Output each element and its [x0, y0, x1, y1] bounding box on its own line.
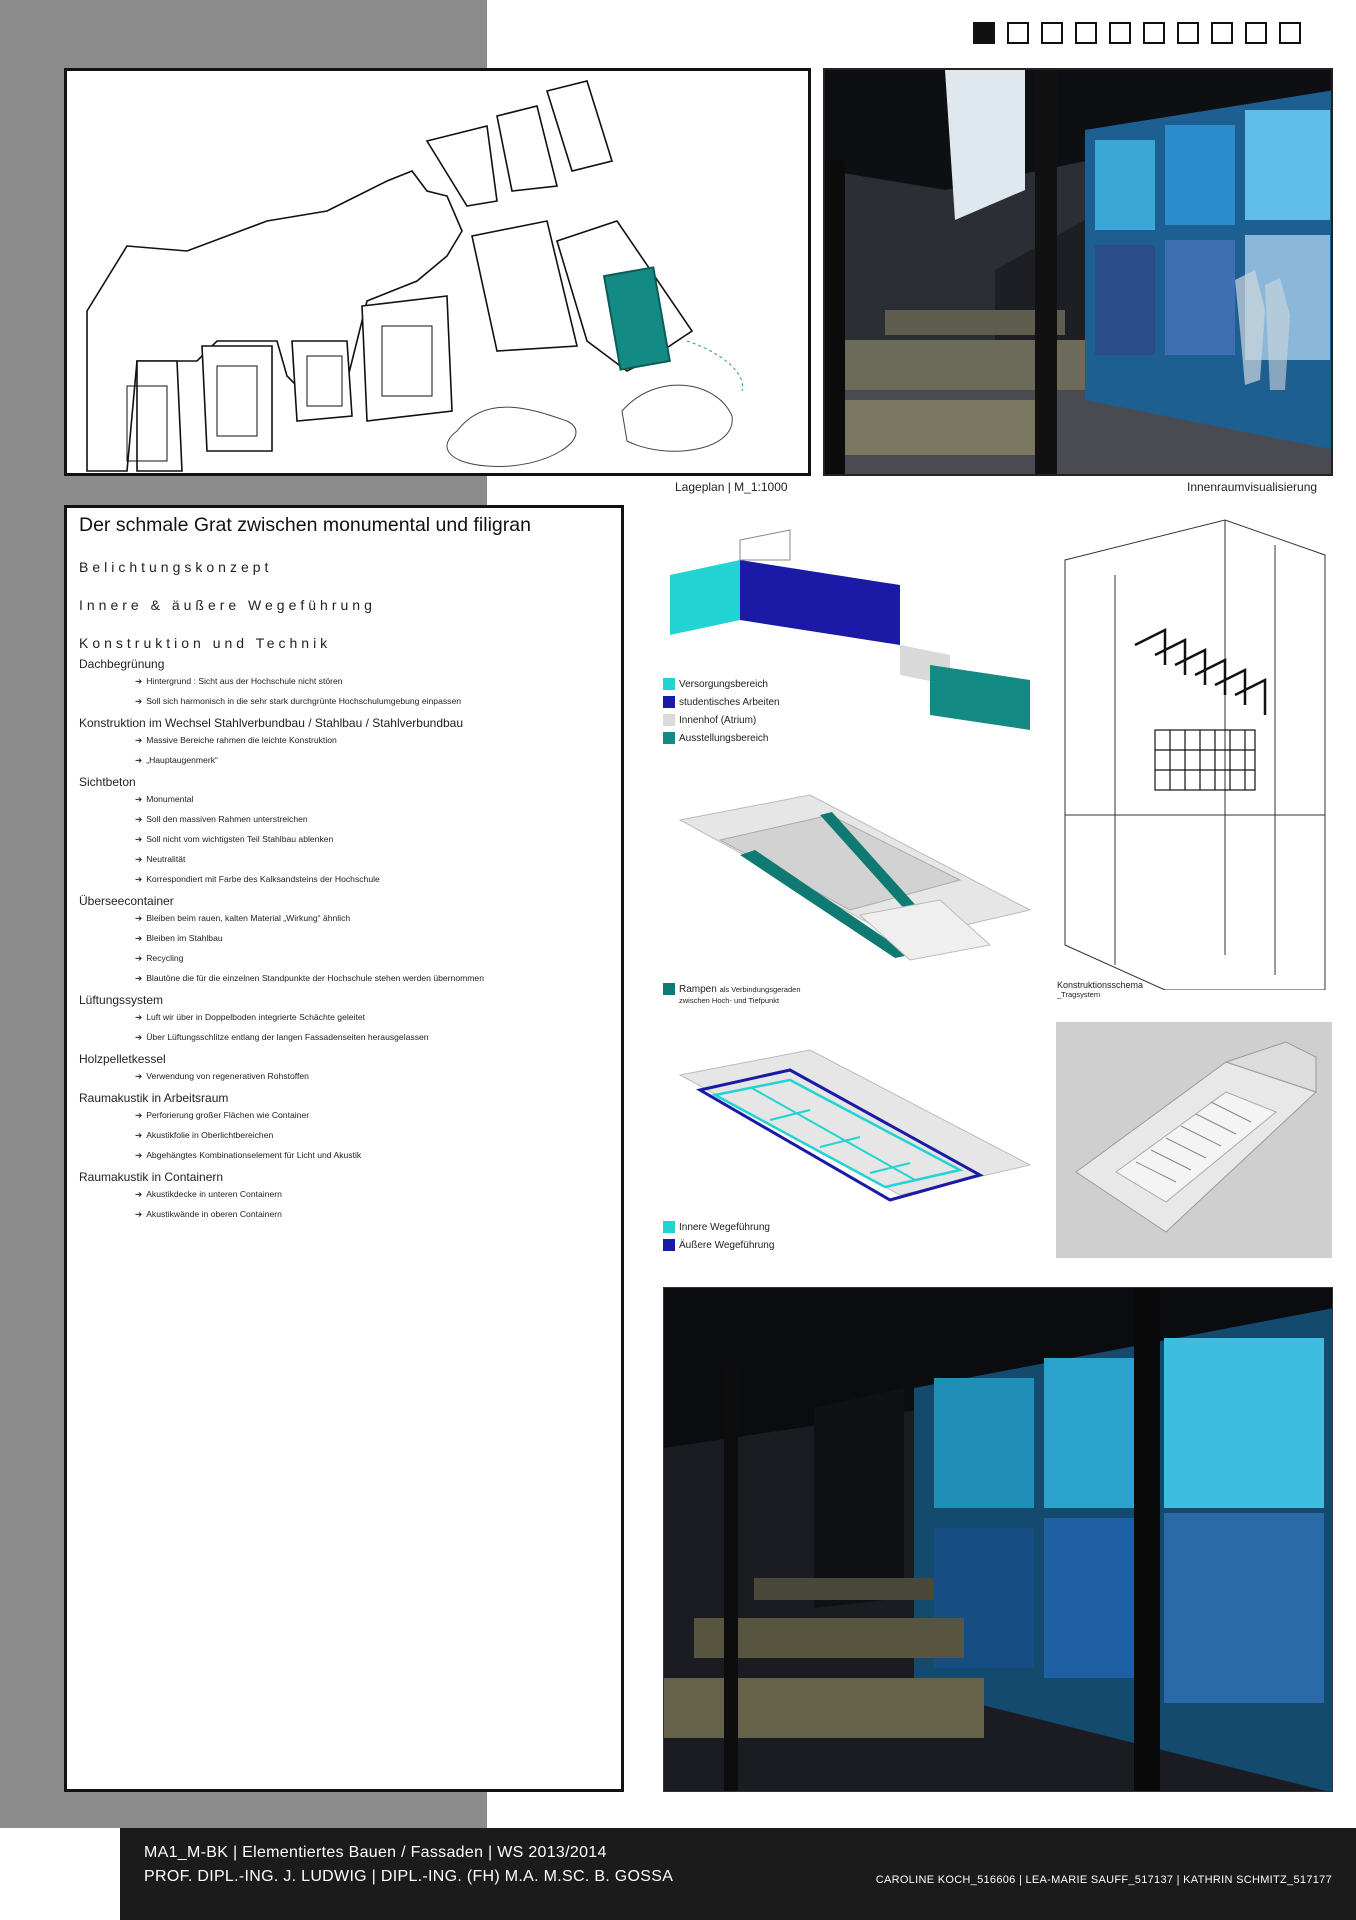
page-indicator-active[interactable]: [973, 22, 995, 44]
arrow-icon: ➔: [135, 794, 143, 804]
bullet-text: Blautöne die für die einzelnen Standpunkte der Hochschule stehen werden übernommen: [146, 973, 484, 983]
page-title: Der schmale Grat zwischen monumental und filigran: [79, 514, 531, 536]
bullet-text: Verwendung von regenerativen Rohstoffen: [146, 1071, 309, 1081]
legend-row: [663, 729, 780, 747]
construction-group-title: Holzpelletkessel: [79, 1052, 166, 1066]
model-photo-image: [1056, 1022, 1332, 1258]
construction-group-title: Überseecontainer: [79, 894, 174, 908]
bullet-text: Soll den massiven Rahmen unterstreichen: [146, 814, 308, 824]
site-plan: [64, 68, 811, 476]
bullet-item: [135, 874, 609, 885]
wegefuehrung-paragraph: [79, 617, 609, 627]
page-indicator[interactable]: [1143, 22, 1165, 44]
construction-group-title: Raumakustik in Containern: [79, 1170, 224, 1184]
bullet-item: [135, 814, 609, 825]
bullet-item: [135, 1209, 609, 1220]
footer: [120, 1828, 1356, 1920]
footer-professors: PROF. DIPL.-ING. J. LUDWIG | DIPL.-ING. (FH) M.A. M.SC. B. GOSSA: [144, 1868, 674, 1885]
interior-render-image: [825, 70, 1333, 476]
bullet-item: [135, 854, 609, 865]
concept-text-panel: [64, 505, 624, 1792]
arrow-icon: ➔: [135, 1032, 143, 1042]
legend-label: Innenhof (Atrium): [679, 714, 757, 726]
arrow-icon: ➔: [135, 696, 143, 706]
heading-wegefuehrung: Innere & äußere Wegeführung: [79, 597, 376, 613]
construction-group-title: Raumakustik in Arbeitsraum: [79, 1091, 229, 1105]
arrow-icon: ➔: [135, 1071, 143, 1081]
bullet-text: Neutralität: [146, 854, 186, 864]
bullet-text: Abgehängtes Kombinationselement für Licht und Akustik: [146, 1150, 362, 1160]
arrow-icon: ➔: [135, 1012, 143, 1022]
legend-label: Innere Wegeführung: [679, 1221, 770, 1233]
legend-swatch: [663, 732, 675, 744]
bullet-text: Soll nicht vom wichtigsten Teil Stahlbau ablenken: [146, 834, 334, 844]
page-indicator[interactable]: [1211, 22, 1233, 44]
construction-caption-line2: _Tragsystem: [1057, 990, 1101, 999]
legend-swatch: [663, 714, 675, 726]
legend-label: Äußere Wegeführung: [679, 1239, 775, 1251]
arrow-icon: ➔: [135, 1130, 143, 1140]
bullet-text: Bleiben im Stahlbau: [146, 933, 223, 943]
arrow-icon: ➔: [135, 814, 143, 824]
legend-ramps: [663, 982, 801, 1005]
interior-caption: Innenraumvisualisierung: [1187, 480, 1318, 494]
ramps-sublabel-1: als Verbindungsgeraden: [719, 984, 801, 994]
heading-konstruktion: Konstruktion und Technik: [79, 635, 332, 651]
ramps-swatch: [663, 983, 675, 995]
bullet-item: [135, 794, 609, 805]
arrow-icon: ➔: [135, 1150, 143, 1160]
construction-group-title: Sichtbeton: [79, 775, 136, 789]
arrow-icon: ➔: [135, 755, 143, 765]
arrow-icon: ➔: [135, 834, 143, 844]
footer-course: MA1_M-BK | Elementiertes Bauen / Fassaden | WS 2013/2014: [144, 1844, 607, 1861]
bullet-text: Perforierung großer Flächen wie Container: [146, 1110, 310, 1120]
bullet-text: Monumental: [146, 794, 194, 804]
footer-authors: CAROLINE KOCH_516606 | LEA-MARIE SAUFF_517137 | KATHRIN SCHMITZ_517177: [875, 1874, 1332, 1886]
arrow-icon: ➔: [135, 933, 143, 943]
construction-caption: [1057, 980, 1143, 999]
legend-row: [663, 675, 780, 693]
belichtung-paragraph: [79, 579, 609, 589]
bullet-text: Akustikdecke in unteren Containern: [146, 1189, 282, 1199]
bullet-item: [135, 1110, 609, 1121]
bullet-item: [135, 1189, 609, 1200]
arrow-icon: ➔: [135, 735, 143, 745]
arrow-icon: ➔: [135, 854, 143, 864]
ramps-label: Rampen: [679, 983, 717, 995]
legend-row: [663, 1236, 774, 1254]
site-plan-caption: Lageplan | M_1:1000: [675, 480, 788, 494]
bullet-text: Akustikfolie in Oberlichtbereichen: [146, 1130, 274, 1140]
bullet-text: Hintergrund : Sicht aus der Hochschule nicht stören: [146, 676, 343, 686]
construction-caption-line1: Konstruktionsschema: [1057, 980, 1144, 990]
legend-paths: [663, 1218, 774, 1254]
bullet-text: Soll sich harmonisch in die sehr stark durchgrünte Hochschulumgebung einpassen: [146, 696, 462, 706]
arrow-icon: ➔: [135, 1209, 143, 1219]
legend-swatch: [663, 1221, 675, 1233]
legend-label: Versorgungsbereich: [679, 678, 768, 690]
page-indicator[interactable]: [1245, 22, 1267, 44]
bullet-item: [135, 1130, 609, 1141]
arrow-icon: ➔: [135, 953, 143, 963]
bullet-text: Recycling: [146, 953, 184, 963]
bullet-text: Massive Bereiche rahmen die leichte Konstruktion: [146, 735, 337, 745]
construction-group-title: Konstruktion im Wechsel Stahlverbundbau / Stahlbau / Stahlverbundbau: [79, 716, 464, 730]
ramps-sublabel-2: zwischen Hoch- und Tiefpunkt: [679, 996, 780, 1005]
bullet-item: [135, 676, 609, 687]
bullet-item: [135, 696, 609, 707]
arrow-icon: ➔: [135, 874, 143, 884]
arrow-icon: ➔: [135, 676, 143, 686]
konstruktion-groups: [79, 657, 609, 1220]
legend-row: [663, 1218, 774, 1236]
bullet-text: Luft wir über in Doppelboden integrierte Schächte geleitet: [146, 1012, 366, 1022]
legend-swatch: [663, 678, 675, 690]
legend-areas: [663, 675, 780, 747]
legend-label: Ausstellungsbereich: [679, 732, 769, 744]
model-photo: [1056, 1022, 1332, 1258]
page-indicator[interactable]: [1041, 22, 1063, 44]
bullet-item: [135, 1032, 609, 1043]
construction-group-title: Dachbegrünung: [79, 657, 165, 671]
bullet-text: Bleiben beim rauen, kalten Material „Wirkung“ ähnlich: [146, 913, 351, 923]
construction-scheme: [1055, 515, 1335, 990]
bullet-item: [135, 933, 609, 944]
page-indicator[interactable]: [1007, 22, 1029, 44]
arrow-icon: ➔: [135, 973, 143, 983]
legend-swatch: [663, 696, 675, 708]
bullet-item: [135, 1012, 609, 1023]
construction-group-title: Lüftungssystem: [79, 993, 164, 1007]
arrow-icon: ➔: [135, 913, 143, 923]
site-plan-drawing: [67, 71, 808, 473]
pagination: [973, 22, 1301, 44]
bullet-item: [135, 834, 609, 845]
intro-paragraph: [79, 541, 609, 551]
legend-row: [663, 711, 780, 729]
heading-belichtung: Belichtungskonzept: [79, 559, 273, 575]
bullet-item: [135, 735, 609, 746]
bullet-item: [135, 973, 609, 984]
bullet-item: [135, 1150, 609, 1161]
arrow-icon: ➔: [135, 1189, 143, 1199]
interior-visualisation-bottom: [663, 1287, 1333, 1792]
axonometry-ramps: [660, 760, 1040, 980]
bullet-text: Korrespondiert mit Farbe des Kalksandsteins der Hochschule: [146, 874, 380, 884]
page-indicator[interactable]: [1279, 22, 1301, 44]
bullet-item: [135, 913, 609, 924]
interior-render-image-2: [664, 1288, 1333, 1792]
page-indicator[interactable]: [1177, 22, 1199, 44]
bullet-text: „Hauptaugenmerk“: [146, 755, 218, 765]
page-indicator[interactable]: [1109, 22, 1131, 44]
legend-swatch: [663, 1239, 675, 1251]
bullet-item: [135, 1071, 609, 1082]
arrow-icon: ➔: [135, 1110, 143, 1120]
legend-label: studentisches Arbeiten: [679, 696, 780, 708]
page-indicator[interactable]: [1075, 22, 1097, 44]
bullet-item: [135, 755, 609, 766]
legend-row: [663, 693, 780, 711]
bullet-item: [135, 953, 609, 964]
interior-visualisation-top: [823, 68, 1333, 476]
bullet-text: Akustikwände in oberen Containern: [146, 1209, 282, 1219]
bullet-text: Über Lüftungsschlitze entlang der langen Fassadenseiten herausgelassen: [146, 1032, 429, 1042]
